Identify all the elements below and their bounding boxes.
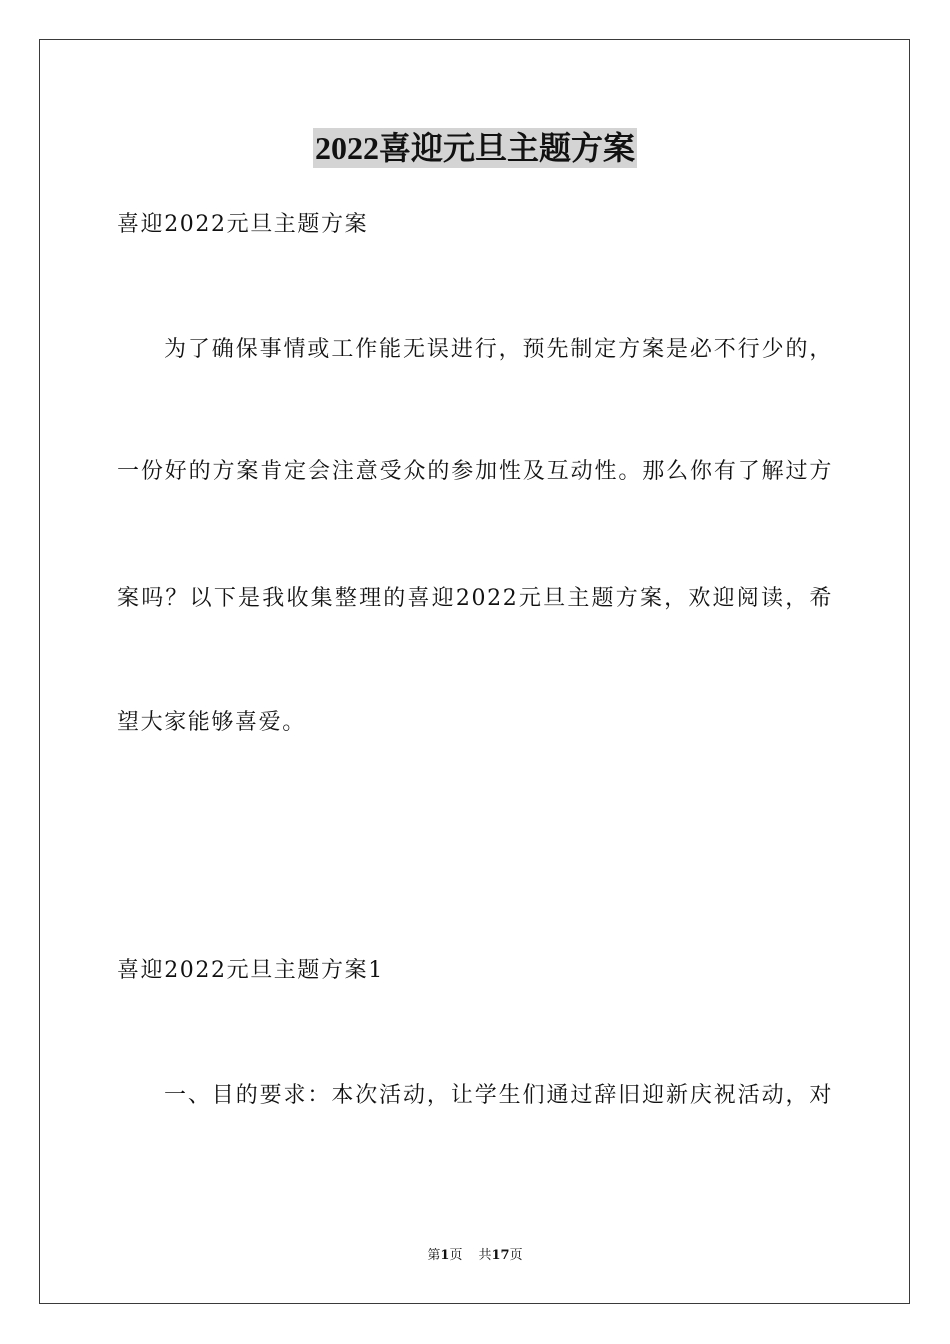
intro-line-3: 案吗？以下是我收集整理的喜迎2022元旦主题方案，欢迎阅读，希 xyxy=(117,586,833,611)
document-subtitle: 喜迎2022元旦主题方案 xyxy=(117,212,369,237)
footer-total-pages: 17 xyxy=(491,1248,510,1263)
footer-page-number: 1 xyxy=(440,1248,450,1263)
document-title: 2022喜迎元旦主题方案 xyxy=(314,130,635,166)
footer-total-suffix: 页 xyxy=(509,1248,523,1263)
intro-line-4: 望大家能够喜爱。 xyxy=(117,710,306,735)
title-container xyxy=(0,128,950,168)
footer-total-prefix: 共 xyxy=(478,1248,492,1263)
page-footer xyxy=(0,1247,950,1265)
intro-line-1: 为了确保事情或工作能无误进行，预先制定方案是必不行少的， xyxy=(164,337,833,362)
intro-line-2: 一份好的方案肯定会注意受众的参加性及互动性。那么你有了解过方 xyxy=(117,459,833,484)
section-heading: 喜迎2022元旦主题方案1 xyxy=(117,958,384,983)
footer-page-prefix: 第 xyxy=(427,1248,441,1263)
section-first-line: 一、目的要求：本次活动，让学生们通过辞旧迎新庆祝活动，对 xyxy=(164,1083,833,1108)
footer-page-suffix: 页 xyxy=(449,1248,463,1263)
